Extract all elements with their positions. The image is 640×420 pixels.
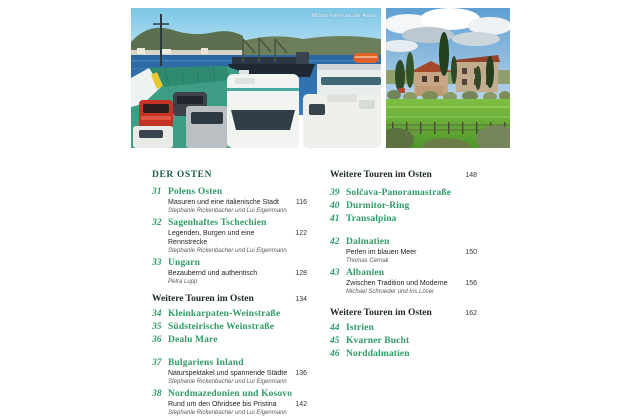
toc-tour-entry bbox=[152, 389, 307, 417]
tour-subtitle: Naturspektakel und spannende Städte bbox=[168, 370, 288, 377]
section-page-number: 134 bbox=[295, 296, 307, 303]
toc-tour-entry bbox=[330, 323, 477, 334]
tour-body bbox=[346, 268, 477, 296]
tour-page-number: 128 bbox=[295, 270, 307, 277]
tour-body bbox=[346, 188, 477, 199]
tour-number: 32 bbox=[152, 218, 162, 228]
tour-number: 42 bbox=[330, 237, 340, 247]
tour-title: Bulgariens Inland bbox=[168, 358, 244, 368]
photo-ferry-adriatic bbox=[131, 8, 381, 148]
toc-tour-entry bbox=[152, 322, 307, 333]
section-heading bbox=[330, 308, 477, 319]
tour-title: Durmitor-Ring bbox=[346, 201, 410, 211]
tour-page-number: 116 bbox=[295, 199, 307, 206]
section-page-number: 162 bbox=[465, 310, 477, 317]
tour-subtitle: Masuren und eine italienische Stadt bbox=[168, 199, 279, 206]
toc-tour-entry bbox=[330, 349, 477, 360]
tour-title: Solčava-Panoramastraße bbox=[346, 188, 452, 198]
section-heading-label: Weitere Touren im Osten bbox=[330, 308, 432, 318]
tour-body bbox=[346, 214, 477, 225]
toc-tour-entry bbox=[152, 335, 307, 346]
tour-number: 35 bbox=[152, 322, 162, 332]
tour-title: Norddalmatien bbox=[346, 349, 410, 359]
tour-title: Transalpina bbox=[346, 214, 397, 224]
tour-body bbox=[346, 201, 477, 212]
toc-right-column bbox=[330, 170, 477, 362]
tour-page-number: 142 bbox=[295, 401, 307, 408]
tour-number: 41 bbox=[330, 214, 340, 224]
tour-title: Kvarner Bucht bbox=[346, 336, 410, 346]
tour-body bbox=[346, 237, 477, 265]
tour-subtitle: Rund um den Ohridsee bis Pristina bbox=[168, 401, 277, 408]
toc-tour-entry bbox=[152, 309, 307, 320]
tour-subtitle: Perlen im blauen Meer bbox=[346, 249, 417, 256]
tour-number: 37 bbox=[152, 358, 162, 368]
toc-tour-entry bbox=[152, 218, 307, 255]
tour-number: 43 bbox=[330, 268, 340, 278]
tour-number: 44 bbox=[330, 323, 340, 333]
photo-tuscan-house bbox=[386, 8, 510, 148]
tour-subtitle-row bbox=[168, 229, 307, 247]
section-page-number: 148 bbox=[465, 172, 477, 179]
tour-title: Südsteirische Weinstraße bbox=[168, 322, 275, 332]
tour-authors: Stephanie Rickenbacher und Lui Eigenmann bbox=[168, 208, 287, 214]
tour-body bbox=[346, 336, 477, 347]
toc-tour-entry bbox=[152, 187, 307, 215]
toc-left-column bbox=[152, 170, 307, 420]
tuscan-photo-illustration bbox=[386, 8, 510, 148]
tour-number: 40 bbox=[330, 201, 340, 211]
tour-body bbox=[168, 309, 307, 320]
toc-tour-entry bbox=[330, 268, 477, 296]
tour-authors: Thomas Cernak bbox=[346, 258, 389, 264]
tour-subtitle-row bbox=[168, 198, 307, 207]
tour-subtitle: Bezaubernd und authentisch bbox=[168, 270, 258, 277]
tour-page-number: 150 bbox=[465, 249, 477, 256]
toc-tour-entry bbox=[330, 201, 477, 212]
toc-tour-entry bbox=[330, 214, 477, 225]
tour-body bbox=[168, 322, 307, 333]
tour-body bbox=[168, 258, 307, 286]
tour-subtitle-row bbox=[346, 248, 477, 257]
tour-authors: Stephanie Rickenbacher und Lui Eigenmann bbox=[168, 248, 287, 254]
tour-number: 45 bbox=[330, 336, 340, 346]
tour-subtitle: Legenden, Burgen und eine Rennstrecke bbox=[168, 230, 255, 246]
tour-number: 38 bbox=[152, 389, 162, 399]
tour-subtitle-row bbox=[168, 400, 307, 409]
toc-tour-entry bbox=[330, 188, 477, 199]
toc-tour-entry bbox=[330, 336, 477, 347]
tour-title: Nordmazedonien und Kosovo bbox=[168, 389, 293, 399]
tour-subtitle-row bbox=[346, 279, 477, 288]
tour-title: Dealu Mare bbox=[168, 335, 218, 345]
tour-number: 36 bbox=[152, 335, 162, 345]
toc-tour-entry bbox=[330, 237, 477, 265]
tour-number: 34 bbox=[152, 309, 162, 319]
tour-title: Istrien bbox=[346, 323, 374, 333]
section-heading-label: Weitere Touren im Osten bbox=[152, 294, 254, 304]
tour-subtitle-row bbox=[168, 369, 307, 378]
tour-authors: Michael Schroeder und Iris Löser bbox=[346, 289, 435, 295]
tour-title: Kleinkarpaten-Weinstraße bbox=[168, 309, 281, 319]
tour-title: Polens Osten bbox=[168, 187, 223, 197]
toc-tour-entry bbox=[152, 258, 307, 286]
tour-body bbox=[168, 358, 307, 386]
tour-number: 39 bbox=[330, 188, 340, 198]
tour-page-number: 136 bbox=[295, 370, 307, 377]
tour-number: 46 bbox=[330, 349, 340, 359]
section-heading bbox=[152, 294, 307, 305]
tour-body bbox=[346, 323, 477, 334]
section-heading-label: Weitere Touren im Osten bbox=[330, 170, 432, 180]
tour-authors: Stephanie Rickenbacher und Lui Eigenmann bbox=[168, 410, 287, 416]
tour-number: 33 bbox=[152, 258, 162, 268]
tour-body bbox=[168, 187, 307, 215]
tour-body bbox=[168, 218, 307, 255]
toc-tour-entry bbox=[152, 358, 307, 386]
tour-page-number: 156 bbox=[465, 280, 477, 287]
chapter-heading: DER OSTEN bbox=[152, 170, 213, 180]
tour-body bbox=[346, 349, 477, 360]
tour-title: Sagenhaftes Tschechien bbox=[168, 218, 267, 228]
tour-subtitle-row bbox=[168, 269, 307, 278]
ferry-photo-illustration bbox=[131, 8, 381, 148]
photo-caption: Mit der Fähre an der Adria bbox=[311, 13, 375, 19]
tour-body bbox=[168, 389, 307, 417]
tour-authors: Petra Lupp bbox=[168, 279, 198, 285]
section-heading bbox=[330, 170, 477, 181]
tour-page-number: 122 bbox=[295, 230, 307, 237]
tour-subtitle: Zwischen Tradition und Moderne bbox=[346, 280, 448, 287]
tour-body bbox=[168, 335, 307, 346]
tour-number: 31 bbox=[152, 187, 162, 197]
tour-title: Albanien bbox=[346, 268, 385, 278]
tour-authors: Stephanie Rickenbacher und Lui Eigenmann bbox=[168, 379, 287, 385]
tour-title: Dalmatien bbox=[346, 237, 390, 247]
tour-title: Ungarn bbox=[168, 258, 201, 268]
